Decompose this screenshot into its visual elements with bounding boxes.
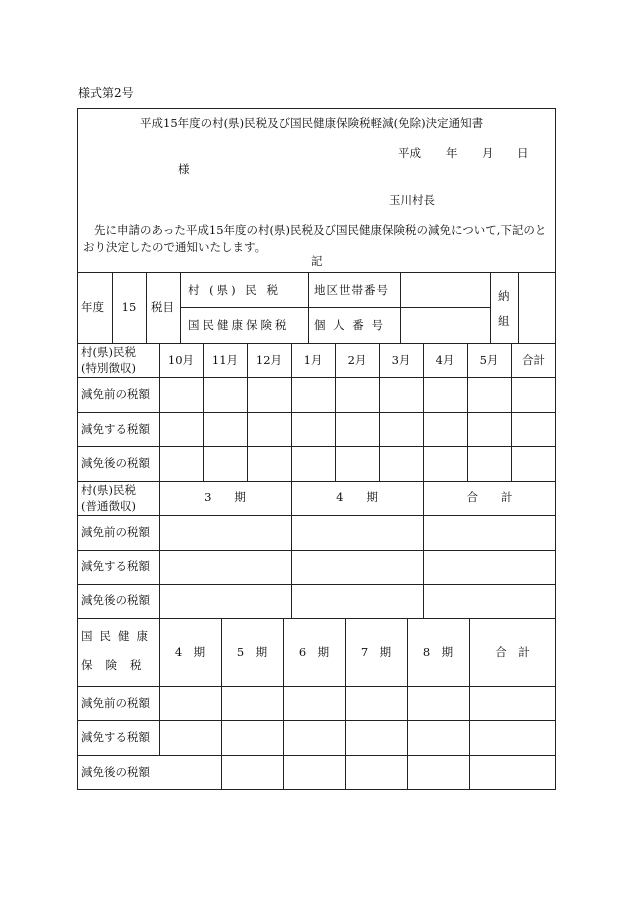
recipient-suffix: 様 — [178, 162, 190, 176]
date-day: 日 — [517, 146, 529, 160]
ordinary-header-1: 村(県)民税 — [81, 483, 136, 497]
month-1: 1月 — [303, 353, 323, 367]
row-label-after: 減免後の税額 — [81, 593, 150, 607]
rule-health-top — [77, 618, 556, 619]
special-header-2: (特別徴収) — [81, 361, 136, 375]
month-5: 5月 — [479, 353, 499, 367]
health-period-6: 6 期 — [298, 645, 330, 659]
nou-label: 納 — [498, 289, 510, 303]
month-12: 12月 — [255, 353, 283, 367]
health-period-8: 8 期 — [422, 645, 454, 659]
date-era: 平成 — [398, 146, 421, 160]
ordinary-header-2: (普通徴収) — [81, 499, 136, 513]
health-period-4: 4 期 — [174, 645, 206, 659]
period-4: 4 期 — [336, 490, 378, 504]
rule-special-top — [77, 343, 556, 344]
date-month: 月 — [482, 146, 494, 160]
health-period-5: 5 期 — [236, 645, 268, 659]
row-label-reduction: 減免する税額 — [81, 559, 150, 573]
rule-info-top — [77, 272, 556, 273]
month-total: 合計 — [522, 353, 545, 367]
issuer: 玉川村長 — [389, 193, 435, 207]
special-header-1: 村(県)民税 — [81, 345, 136, 359]
row-label-before: 減免前の税額 — [81, 696, 150, 710]
ki-label: 記 — [311, 254, 323, 268]
personal-number-label: 個 人 番 号 — [314, 318, 385, 332]
label-column-divider — [159, 343, 160, 755]
month-11: 11月 — [211, 353, 239, 367]
health-total: 合 計 — [495, 645, 530, 659]
period-3: 3 期 — [204, 490, 246, 504]
health-header-1: 国民健康 — [81, 629, 155, 643]
row-label-after: 減免後の税額 — [81, 456, 150, 470]
health-period-7: 7 期 — [360, 645, 392, 659]
body-text: 先に申請のあった平成15年度の村(県)民税及び国民健康保険税の減免について,下記のとおり決定したので通知いたします。 — [83, 223, 547, 254]
form-frame — [77, 108, 556, 790]
district-household-label: 地区世帯番号 — [314, 283, 389, 297]
tax-health: 国民健康保険税 — [188, 318, 290, 332]
tax-item-label: 税目 — [151, 300, 174, 314]
ordinary-total: 合 計 — [466, 490, 513, 504]
row-label-before: 減免前の税額 — [81, 525, 150, 539]
row-label-reduction: 減免する税額 — [81, 422, 150, 436]
month-3: 3月 — [391, 353, 411, 367]
rule-ordinary-top — [77, 481, 556, 482]
row-label-reduction: 減免する税額 — [81, 730, 150, 744]
health-header-2: 保険税 — [81, 658, 155, 672]
row-label-before: 減免前の税額 — [81, 387, 150, 401]
form-label: 様式第2号 — [78, 86, 134, 100]
year-value: 15 — [121, 300, 137, 314]
document-title: 平成15年度の村(県)民税及び国民健康保険税軽減(免除)決定通知書 — [140, 116, 484, 130]
tax-municipal: 村 (県) 民 税 — [188, 283, 281, 297]
month-2: 2月 — [347, 353, 367, 367]
month-10: 10月 — [167, 353, 195, 367]
row-label-after: 減免後の税額 — [81, 765, 150, 779]
kumi-label: 組 — [498, 314, 510, 328]
month-4: 4月 — [435, 353, 455, 367]
year-label: 年度 — [81, 300, 104, 314]
rule-info-mid — [180, 307, 490, 308]
date-year: 年 — [446, 146, 458, 160]
